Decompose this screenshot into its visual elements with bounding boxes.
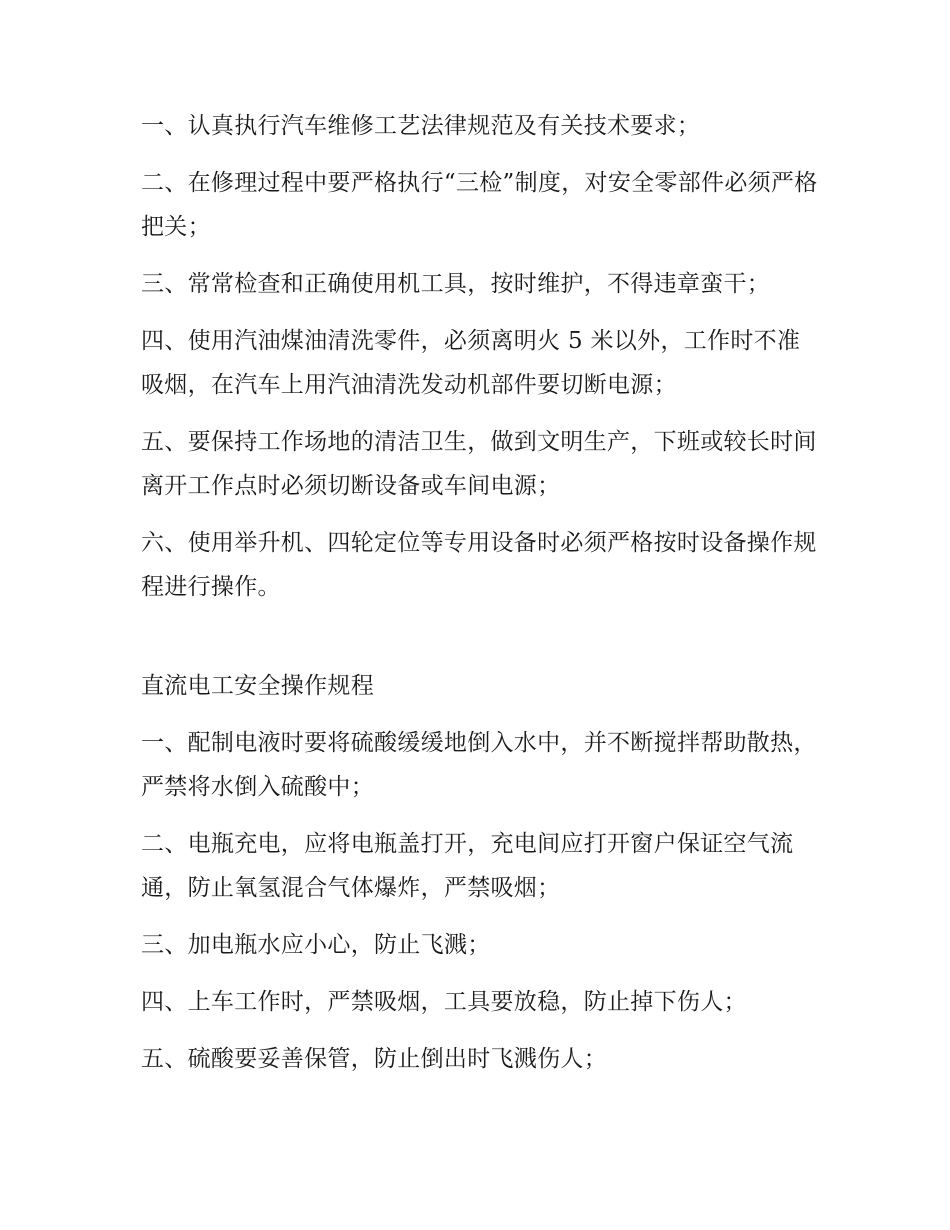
rule-paragraph: 三、常常检查和正确使用机工具，按时维护，不得违章蛮干； bbox=[141, 271, 771, 297]
section-spacer bbox=[141, 622, 821, 664]
rule-paragraph: 三、加电瓶水应小心，防止飞溅； bbox=[141, 932, 491, 958]
rule-paragraph: 五、要保持工作场地的清洁卫生，做到文明生产，下班或较长时间离开工作点时必须切断设备或车间电源； bbox=[141, 429, 817, 499]
rule-paragraph: 一、认真执行汽车维修工艺法律规范及有关技术要求； bbox=[141, 113, 701, 139]
rule-paragraph: 六、使用举升机、四轮定位等专用设备时必须严格按时设备操作规程进行操作。 bbox=[141, 530, 817, 600]
rule-paragraph: 二、电瓶充电，应将电瓶盖打开，充电间应打开窗户保证空气流通，防止氧氢混合气体爆炸，严禁吸烟； bbox=[141, 831, 794, 901]
rule-paragraph: 四、使用汽油煤油清洗零件，必须离明火 5 米以外，工作时不准吸烟，在汽车上用汽油清洗发动机部件要切断电源； bbox=[141, 328, 801, 398]
rule-paragraph: 四、上车工作时，严禁吸烟，工具要放稳，防止掉下伤人； bbox=[141, 989, 747, 1015]
rule-paragraph: 五、硫酸要妥善保管，防止倒出时飞溅伤人； bbox=[141, 1046, 607, 1072]
rule-paragraph: 一、配制电液时要将硫酸缓缓地倒入水中，并不断搅拌帮助散热，严禁将水倒入硫酸中； bbox=[141, 730, 817, 800]
rule-paragraph: 二、在修理过程中要严格执行“三检”制度，对安全零部件必须严格把关； bbox=[141, 170, 818, 240]
section-title: 直流电工安全操作规程 bbox=[141, 673, 374, 699]
document-content bbox=[141, 104, 821, 1094]
